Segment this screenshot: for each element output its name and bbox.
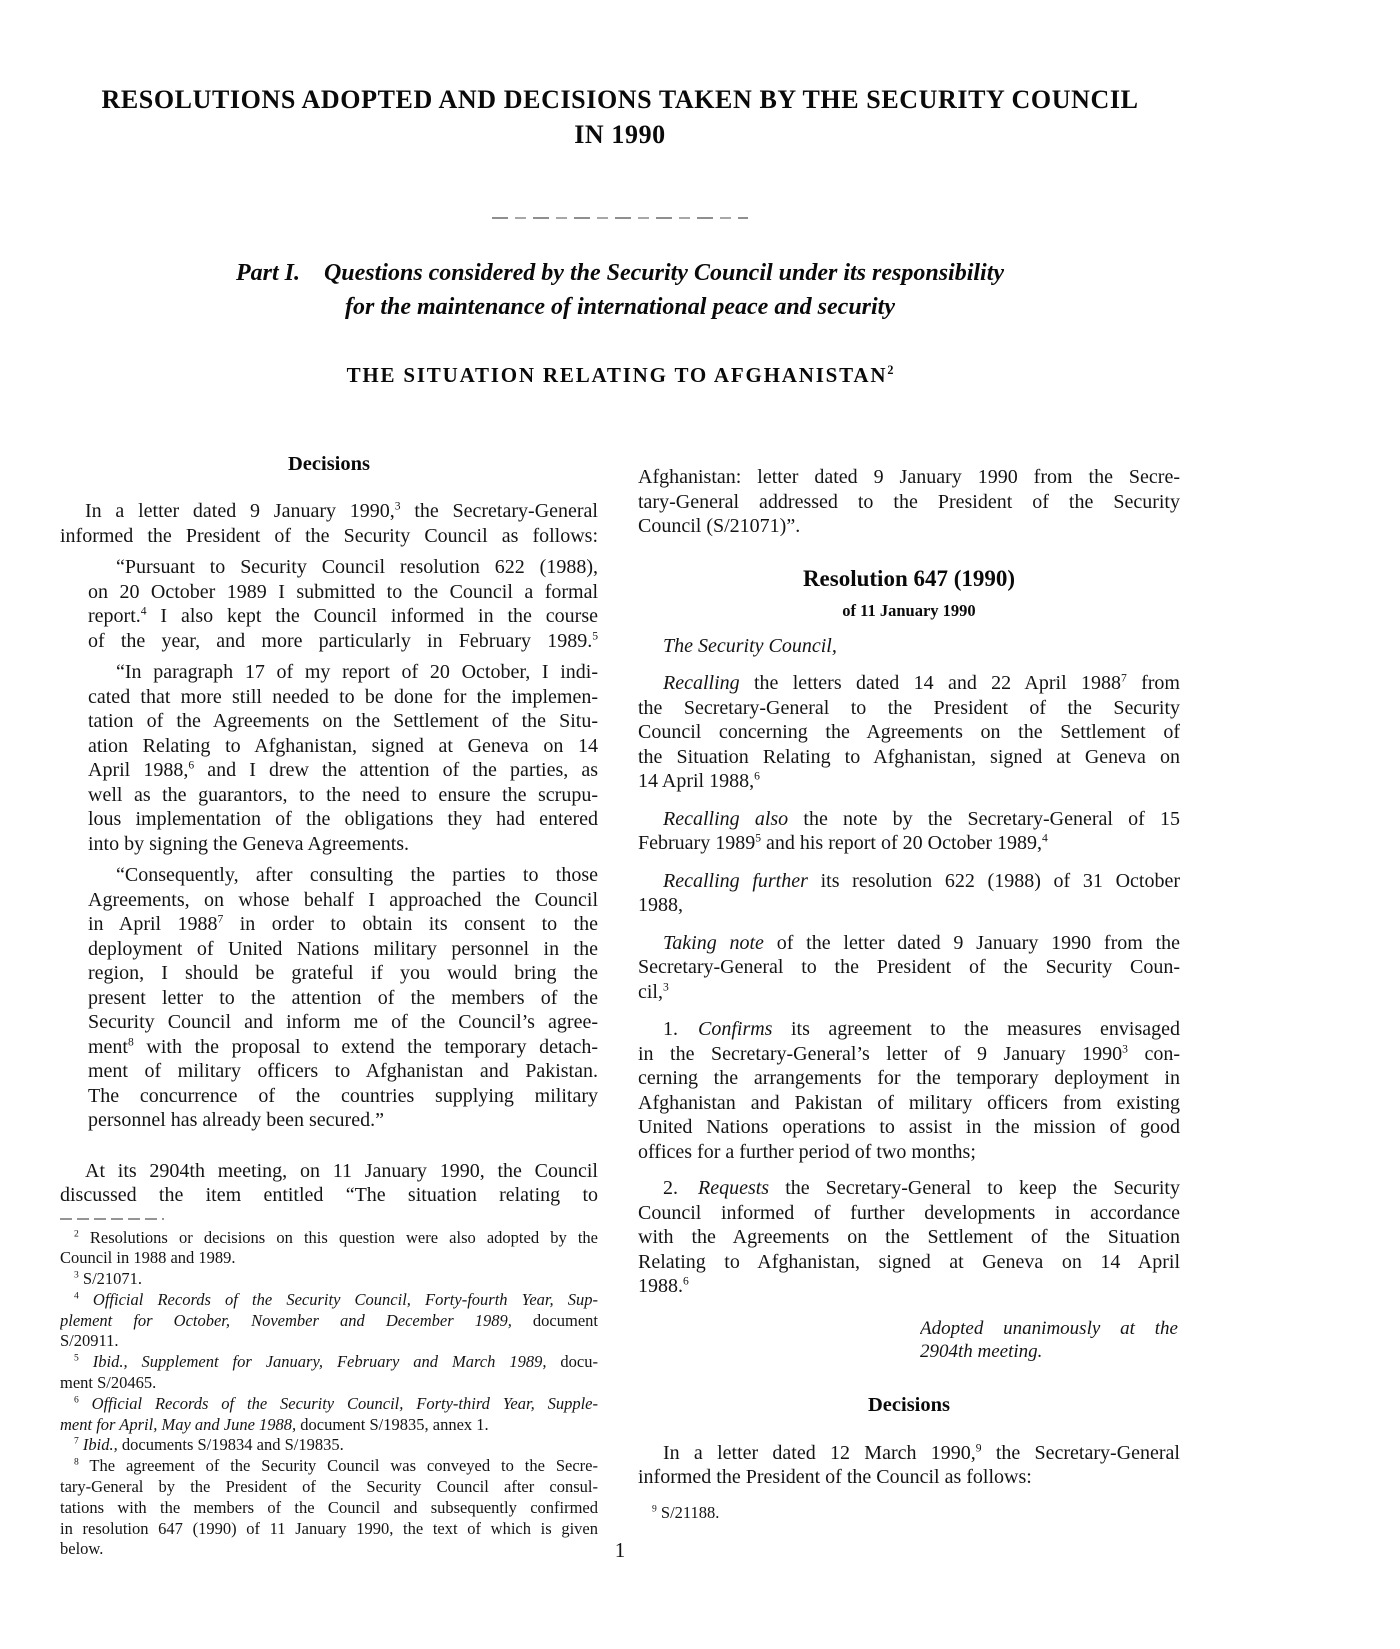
- topic-heading: THE SITUATION RELATING TO AFGHANISTAN$^2$: [346, 363, 894, 387]
- right-closing-paragraphs: [638, 1441, 1180, 1490]
- text-line: April 1988,$^6$ and I drew the attention of the parties, as: [88, 758, 598, 781]
- text-line: Council (S/21071)”.: [638, 515, 801, 537]
- text-line: $^9$ S/21188.: [652, 1502, 720, 1522]
- text-line: report.$^4$ I also kept the Council informed in the course: [88, 604, 598, 627]
- footnote-separator-rule: [60, 1218, 164, 1220]
- text-line: the Secretary-General to the President of the Security: [638, 696, 1180, 719]
- text-line: of the year, and more particularly in February 1989.$^5$: [88, 628, 598, 652]
- resolution-subheading: of 11 January 1990: [842, 600, 976, 620]
- text-line: on 20 October 1989 I submitted to the Council a formal: [88, 580, 598, 603]
- decisions-heading-left: Decisions: [288, 453, 370, 475]
- text-line: informed the President of the Security Council as follows:: [60, 524, 598, 547]
- text-line: February 1989$^5$ and his report of 20 October 1989,$^4$: [638, 831, 1048, 854]
- title-line-2: IN 1990: [574, 120, 666, 149]
- text-line: plement for October, November and December 1989, document: [60, 1310, 598, 1330]
- text-line: 1988,: [638, 894, 683, 916]
- text-line: ation Relating to Afghanistan, signed at Geneva on 14: [88, 734, 598, 757]
- text-line: Council concerning the Agreements on the Settlement of: [638, 721, 1180, 743]
- text-line: Security Council and inform me of the Council’s agree-: [88, 1011, 598, 1033]
- text-line: Relating to Afghanistan, signed at Geneva on 14 April: [638, 1250, 1180, 1273]
- paragraph: [60, 660, 598, 856]
- text-line: tary-General by the President of the Security Council after consul-: [60, 1477, 598, 1497]
- text-line: $^8$ The agreement of the Security Council was conveyed to the Secre-: [74, 1456, 598, 1476]
- text-line: $^4$ Official Records of the Security Council, Forty-fourth Year, Sup-: [74, 1289, 598, 1309]
- text-line: the Situation Relating to Afghanistan, signed at Geneva on: [638, 745, 1180, 768]
- page-number: 1: [614, 1538, 626, 1562]
- text-line: In a letter dated 12 March 1990,$^9$ the Secretary-General: [663, 1440, 1180, 1464]
- text-line: offices for a further period of two months;: [638, 1140, 976, 1163]
- text-line: ment of military officers to Afghanistan and Pakistan.: [88, 1060, 598, 1082]
- text-line: $^2$ Resolutions or decisions on this question were also adopted by the: [74, 1227, 598, 1247]
- part-heading-line-1: Part I. Questions considered by the Security Council under its responsibility: [235, 260, 1005, 286]
- paragraph: [638, 807, 1180, 856]
- right-intro-paragraphs: [638, 465, 1180, 539]
- text-line: $^7$ Ibid., documents S/19834 and S/19835.: [74, 1435, 344, 1455]
- left-paragraphs: [60, 499, 598, 1208]
- left-footnotes: [60, 1228, 598, 1561]
- text-line: Afghanistan: letter dated 9 January 1990 from the Secre-: [638, 466, 1180, 488]
- text-line: The Security Council,: [663, 634, 837, 657]
- text-line: Council informed of further developments in accordance: [638, 1201, 1180, 1224]
- text-line: Council in 1988 and 1989.: [60, 1248, 236, 1268]
- resolution-heading: Resolution 647 (1990): [802, 565, 1016, 591]
- paragraph: [60, 1435, 598, 1456]
- text-line: personnel has already been secured.”: [88, 1109, 384, 1131]
- paragraph: [638, 869, 1180, 918]
- text-line: In a letter dated 9 January 1990,$^3$ the Secretary-General: [85, 499, 598, 522]
- text-line: in April 1988$^7$ in order to obtain its consent to the: [88, 912, 598, 935]
- text-line: below.: [60, 1539, 104, 1559]
- paragraph: [638, 1503, 1180, 1524]
- paragraph: [60, 1228, 598, 1270]
- paragraph: [60, 863, 598, 1133]
- paragraph: [638, 931, 1180, 1005]
- text-line: Recalling further its resolution 622 (1988) of 31 October: [663, 869, 1180, 892]
- text-line: “In paragraph 17 of my report of 20 October, I indi-: [116, 661, 598, 683]
- text-line: discussed the item entitled “The situation relating to: [60, 1184, 598, 1206]
- text-line: ment$^8$ with the proposal to extend the temporary detach-: [88, 1034, 598, 1058]
- title-line-1: RESOLUTIONS ADOPTED AND DECISIONS TAKEN BY THE SECURITY COUNCIL: [101, 85, 1139, 114]
- text-line: into by signing the Geneva Agreements.: [88, 832, 410, 855]
- resolution-paragraphs: [638, 634, 1180, 1363]
- paragraph: [60, 1269, 598, 1290]
- two-column-body: [60, 452, 1180, 1560]
- text-line: Afghanistan and Pakistan of military officers from existing: [638, 1091, 1180, 1114]
- paragraph: [60, 499, 598, 548]
- text-line: informed the President of the Council as follows:: [638, 1466, 1032, 1488]
- paragraph: [638, 671, 1180, 794]
- right-footnotes: [638, 1503, 1180, 1524]
- text-line: cerning the arrangements for the temporary deployment in: [638, 1067, 1180, 1089]
- text-line: in resolution 647 (1990) of 11 January 1990, the text of which is given: [60, 1518, 598, 1538]
- text-line: tary-General addressed to the President of the Security: [638, 490, 1180, 513]
- text-line: “Pursuant to Security Council resolution 622 (1988),: [116, 556, 598, 578]
- paragraph: [638, 1441, 1180, 1490]
- paragraph: [60, 1394, 598, 1436]
- paragraph: [638, 634, 1180, 659]
- text-line: Recalling the letters dated 14 and 22 April 1988$^7$ from: [663, 671, 1180, 694]
- paragraph: [60, 1290, 598, 1352]
- text-line: The concurrence of the countries supplying military: [88, 1084, 598, 1107]
- text-line: Taking note of the letter dated 9 January 1990 from the: [663, 931, 1180, 954]
- title-divider-rule: [492, 217, 748, 219]
- text-line: $^3$ S/21071.: [74, 1269, 143, 1289]
- text-line: Agreements, on whose behalf I approached the Council: [88, 888, 598, 911]
- text-line: in the Secretary-General’s letter of 9 January 1990$^3$ con-: [638, 1041, 1180, 1065]
- paragraph: [638, 1176, 1180, 1299]
- text-line: deployment of United Nations military personnel in the: [88, 937, 598, 960]
- page-title: [60, 82, 1180, 152]
- text-line: lous implementation of the obligations they had entered: [88, 808, 598, 830]
- paragraph: [638, 465, 1180, 539]
- text-line: cil,$^3$: [638, 979, 669, 1003]
- paragraph: [60, 1159, 598, 1208]
- text-line: ment S/20465.: [60, 1373, 157, 1393]
- text-line: $^6$ Official Records of the Security Council, Forty-third Year, Supple-: [74, 1393, 598, 1413]
- paragraph: [638, 1017, 1180, 1164]
- text-line: United Nations operations to assist in the mission of good: [638, 1116, 1180, 1138]
- text-line: $^5$ Ibid., Supplement for January, February and March 1989, docu-: [74, 1352, 598, 1372]
- text-line: Secretary-General to the President of the Security Coun-: [638, 956, 1180, 978]
- text-line: 2904th meeting.: [920, 1340, 1043, 1362]
- text-line: with the Agreements on the Settlement of the Situation: [638, 1226, 1180, 1248]
- text-line: Adopted unanimously at the: [920, 1317, 1178, 1339]
- left-column: [60, 452, 598, 1560]
- part-heading: [60, 256, 1180, 324]
- text-line: At its 2904th meeting, on 11 January 1990, the Council: [85, 1159, 598, 1182]
- text-line: S/20911.: [60, 1331, 119, 1351]
- text-line: 2. Requests the Secretary-General to keep the Security: [663, 1177, 1180, 1199]
- text-line: 1. Confirms its agreement to the measures envisaged: [663, 1018, 1180, 1040]
- text-line: region, I should be grateful if you would bring the: [88, 962, 598, 984]
- text-line: tation of the Agreements on the Settlement of the Situ-: [88, 710, 598, 732]
- decisions-heading-right: Decisions: [868, 1393, 950, 1416]
- text-line: well as the guarantors, to the need to ensure the scrupu-: [88, 783, 598, 806]
- text-line: ment for April, May and June 1988, document S/19835, annex 1.: [60, 1414, 489, 1434]
- text-line: present letter to the attention of the members of the: [88, 986, 598, 1009]
- text-line: “Consequently, after consulting the parties to those: [116, 864, 598, 886]
- text-line: Recalling also the note by the Secretary-General of 15: [663, 807, 1180, 830]
- part-heading-line-2: for the maintenance of international peace and security: [345, 294, 895, 320]
- text-line: 1988.$^6$: [638, 1274, 689, 1297]
- paragraph: [920, 1317, 1178, 1363]
- right-column: [638, 452, 1180, 1560]
- text-line: tations with the members of the Council and subsequently confirmed: [60, 1497, 598, 1517]
- paragraph: [60, 1352, 598, 1394]
- text-line: 14 April 1988,$^6$: [638, 769, 760, 792]
- text-line: cated that more still needed to be done for the implemen-: [88, 685, 598, 708]
- page-content: [60, 0, 1180, 1649]
- paragraph: [60, 555, 598, 653]
